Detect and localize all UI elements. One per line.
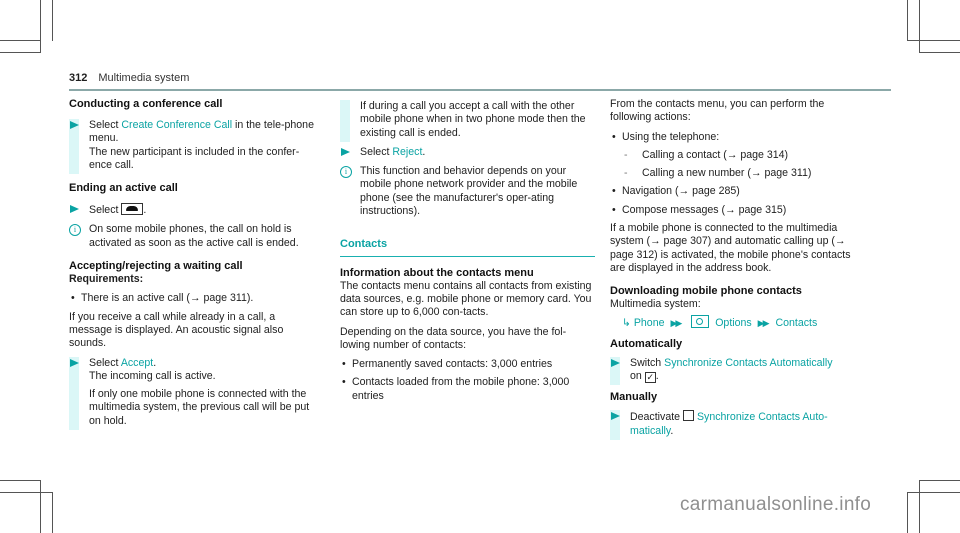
crop-mark [40,480,41,533]
heading-waiting: Accepting/rejecting a waiting call [69,260,243,273]
section-title: Multimedia system [98,72,190,84]
link-reject[interactable]: Reject [392,145,423,158]
crop-mark [919,480,920,533]
actions-intro: From the contacts menu, you can perform the following actions: [610,98,825,124]
contacts-limit-item: • Contacts loaded from the mobile phone: 3,000 entries [340,376,595,403]
heading-download: Downloading mobile phone contacts [610,285,802,298]
heading-conference: Conducting a conference call [69,98,223,110]
step-accept: Select Accept. The incoming call is active. If only one mobile phone is connected with the multimedia system, the previous call will be put on hold. [69,357,319,428]
step-reject: Select Reject. [340,146,595,159]
header-rule [69,89,891,91]
link-accept[interactable]: Accept [120,356,154,369]
step-arrow-icon [611,412,620,420]
step-sync-auto: Switch Synchronize Contacts Automatically on ✓ . [610,357,865,384]
section-contacts: Contacts [340,238,595,256]
crop-mark [919,52,960,53]
path-start-icon: ↳ [622,316,631,329]
checkbox-unchecked-icon[interactable] [683,410,694,421]
link-sync-contacts[interactable]: Synchronize Contacts Automatically [664,356,833,369]
step-accept-continued: If during a call you accept a call with the other mobile phone when in two phone mode then the existing call is ended. [340,100,595,140]
action-subitem: - Calling a new number (→ page 311) [610,167,865,180]
heading-ending: Ending an active call [69,182,178,195]
link-create-conference-call[interactable]: Create Conference Call [121,119,233,131]
link-sync-contacts-manual[interactable]: Synchronize Contacts Auto-matically [630,411,828,437]
step-arrow-icon [611,359,620,367]
info-icon: i [69,224,81,236]
crop-mark [0,480,41,481]
step-sync-manual: Deactivate Synchronize Contacts Auto-matically. [610,410,865,438]
path-contacts[interactable]: Contacts [775,316,818,329]
crop-mark [907,492,908,533]
crop-mark [52,492,53,533]
crop-mark [919,480,960,481]
menu-path [622,315,865,330]
crop-mark [0,492,53,493]
crop-mark [907,492,960,493]
action-item: • Compose messages (→ page 315) [610,204,865,217]
path-phone[interactable]: Phone [633,316,665,329]
step-arrow-icon [70,359,79,367]
step-arrow-icon [70,121,79,129]
step-arrow-icon [70,205,79,213]
column-middle [340,98,595,408]
heading-contacts-info: Information about the contacts menu [340,266,534,279]
crop-mark [0,52,41,53]
checkbox-checked-icon[interactable]: ✓ [646,372,654,383]
crop-mark [919,0,920,53]
contacts-limit-item: • Permanently saved contacts: 3,000 entries [340,358,595,371]
step-arrow-icon [341,148,350,156]
heading-automatically: Automatically [610,337,683,350]
action-item: • Navigation (→ page 285) [610,185,865,198]
contacts-info-body: The contacts menu contains all contacts from existing data sources, e.g. mobile phone or memory card. You can store up to 6,000 con-tacts. [340,279,592,319]
depending-text: Depending on the data source, you have the fol-lowing number of contacts: [340,325,567,351]
action-subitem: - Calling a contact (→ page 314) [610,149,865,162]
page-header [69,72,891,88]
crop-mark [0,40,41,41]
info-icon: i [340,166,352,178]
step-end-call: Select . [69,203,319,217]
hang-up-icon[interactable] [121,203,143,215]
path-options[interactable]: Options [715,316,752,329]
column-right [610,98,865,444]
column-left [69,98,319,434]
page-number: 312 [69,72,88,84]
requirement-item: • There is an active call (→ page 311). [69,292,319,305]
crop-mark [907,40,960,41]
path-separator-icon: ▶▶ [757,317,768,328]
crop-mark [907,0,908,41]
info-note-hold: i On some mobile phones, the call on hold is activated as soon as the active call is ended. [69,223,319,250]
crop-mark [40,0,41,52]
crop-mark [52,0,53,41]
connected-text: If a mobile phone is connected to the multimedia system (→ page 307) and automatic calling up (→ page 312) is activated, the mobile phone's contacts are displayed in the address book. [610,222,851,274]
step-create-conference: Select Create Conference Call in the tele-phone menu. The new participant is included in the confer-ence call. [69,119,319,172]
path-separator-icon: ▶▶ [670,317,681,328]
info-note-provider: i This function and behavior depends on your mobile phone network provider and the mobile phone (see the manufacturer's oper-ating instructions). [340,165,595,218]
download-sub: Multimedia system: [610,298,701,311]
gear-icon[interactable] [691,315,709,328]
watermark: carmanualsonline.info [680,494,872,515]
action-item: • Using the telephone: [610,131,865,144]
heading-manually: Manually [610,391,658,404]
waiting-body: If you receive a call while already in a call, a message is displayed. An acoustic signal also sounds. [69,310,284,350]
requirements-label: Requirements: [69,273,144,286]
